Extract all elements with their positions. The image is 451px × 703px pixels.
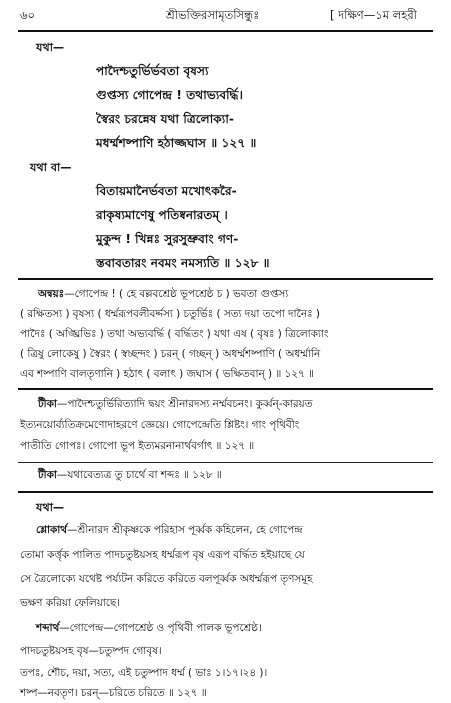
commentary-label: টীকা — [38, 398, 57, 410]
verse-intro-label: যথা বা— — [30, 161, 72, 174]
translation-paragraph — [36, 525, 303, 535]
anvaya-paragraph — [38, 289, 288, 299]
anvaya-line: ( রক্ষিতস্য ) বৃষস্য ( ধর্ম্মরূপবলীবর্দ্দস্য ) চতুর্ভিঃ ( সত্য দয়া তপো দানৈঃ ) — [20, 308, 320, 320]
commentary-line: —পাদৈশ্চতুর্ভিরিত্যাদি দ্বয়ং শ্রীনারদস্য নর্ম্মবচনং। কুর্ব্বন্-কারয়ত — [56, 398, 313, 410]
anvaya-label: অন্বয়ঃ — [38, 288, 65, 300]
verse-line: বিতায়মানৈর্ভবতা মখোৎকরৈ- — [96, 184, 237, 198]
word-meaning-line: পাদচতুষ্টয়সহ বৃষ—চতুষ্পদ গোবৃষ। — [20, 645, 162, 657]
section-label: [ দক্ষিণ—১ম লহরী — [330, 8, 417, 22]
verse-line: গুপ্তস্য গোপেন্দ্র ! তথাভ্যবর্দ্ধি। — [96, 88, 243, 102]
verse-line: মধর্ম্মশষ্পাণি হঠাজ্জঘাস ॥ ১২৭ ॥ — [96, 136, 257, 150]
verse-intro-label: যথা— — [36, 41, 65, 54]
verse-line: স্বৈরং চরন্নেষ যথা ত্রিলোক্যা- — [96, 112, 234, 126]
verse-line: রাকৃষ্যমাণেষু পতিষ্বনারতম্ । — [96, 208, 228, 222]
word-meaning-line: —গোপেন্দ্র—গোপশ্রেষ্ঠ ও পৃথিবী পালক ভূপশ্রেষ্ঠ। — [59, 622, 262, 634]
commentary-paragraph — [38, 470, 222, 480]
commentary-line: ইত্যনয়োর্ব্যতিক্রমেণোদাহরণে জ্ঞেয়ে। গোপেন্দ্রেতি শ্লিষ্টং। গাং পৃথিবীং — [20, 419, 300, 431]
verse-line: স্তবাবতারং নবমং নমস্যতি ॥ ১২৮ ॥ — [96, 256, 270, 270]
verse-line: পাদৈশ্চতুর্ভির্ভবতা বৃষস্য — [96, 64, 209, 78]
translation-heading: শ্লোকার্থ — [36, 524, 68, 536]
translation-line: সে ত্রৈলোক্যে যথেষ্ট পর্য্যটন করিতে করিতে বলপূর্ব্বক অধর্ম্মরূপ তৃণসমূহ — [20, 573, 313, 585]
header-rule — [18, 30, 433, 32]
word-meaning-label: শব্দার্থ — [36, 622, 60, 634]
section-rule — [18, 388, 433, 390]
commentary-text: —যথাবেত্যত্র তু চার্থে বা শব্দঃ ॥ ১২৮ ॥ — [56, 469, 222, 481]
section-rule — [18, 278, 433, 280]
translation-line: তোমা কর্ত্তৃক পালিত পাদচতুষ্টয়সহ ধর্ম্মরূপ বৃষ এরূপ বর্দ্ধিত হইয়াছে যে — [20, 549, 305, 561]
translation-line: ভক্ষণ করিয়া ফেলিয়াছে। — [20, 597, 120, 609]
section-rule — [18, 491, 433, 493]
word-meaning-paragraph — [36, 623, 262, 633]
page-number: ৬০ — [20, 8, 35, 22]
running-title: শ্রীভক্তিরসামৃতসিন্ধুঃ — [166, 8, 260, 22]
commentary-label: টীকা — [38, 469, 57, 481]
translation-intro-label: যথা— — [36, 501, 65, 514]
anvaya-line: এব শষ্পাণি বালতৃণানি ) হঠাৎ ( বলাৎ ) জঘাস ( ভক্ষিতবান্ ) ॥ ১২৭ ॥ — [20, 368, 314, 380]
anvaya-line: ( ত্রিষু লোকেষু ) স্বৈরং ( স্বচ্ছন্দং ) চরন্ ( গচ্ছন্ ) অধর্ম্মশষ্পাণি ( অধর্ম্মানি — [20, 348, 321, 360]
word-meaning-line: শষ্প—নবতৃণ। চরন্—চরিতে চরিতে ॥ ১২৭ ॥ — [20, 687, 207, 699]
commentary-line: পাতীতি গোপঃ। গোপো ভূপ ইত্যমরনানার্থবর্গাৎ ॥ ১২৭ ॥ — [20, 440, 255, 452]
anvaya-line: পাদৈঃ ( অঙ্ঘ্রিভিঃ ) তথা অভ্যবর্দ্ধি ( বর্দ্ধিতং ) যথা এষ ( বৃষঃ ) ত্রিলোক্যাং — [20, 328, 329, 340]
commentary-paragraph — [38, 399, 312, 409]
translation-line: —শ্রীনারদ শ্রীকৃষ্ণকে পরিহাস পূর্ব্বক কহিলেন, হে গোপেন্দ্র — [67, 524, 303, 536]
verse-line: মুকুন্দ ! খিন্নঃ সুরসুভ্রুবাং গণ- — [96, 232, 239, 246]
word-meaning-line: তপঃ, শৌচ, দয়া, সত্য, এই চতুষ্পাদ ধর্ম্ম ( ভাঃ ১।১৭।২৪ )। — [20, 667, 268, 679]
anvaya-line: —গোপেন্দ্র ! ( হে বল্লবশ্রেষ্ঠ ভূপশ্রেষ্ঠ চ ) ভবতা গুপ্তস্য — [64, 288, 289, 300]
section-rule — [18, 462, 433, 463]
